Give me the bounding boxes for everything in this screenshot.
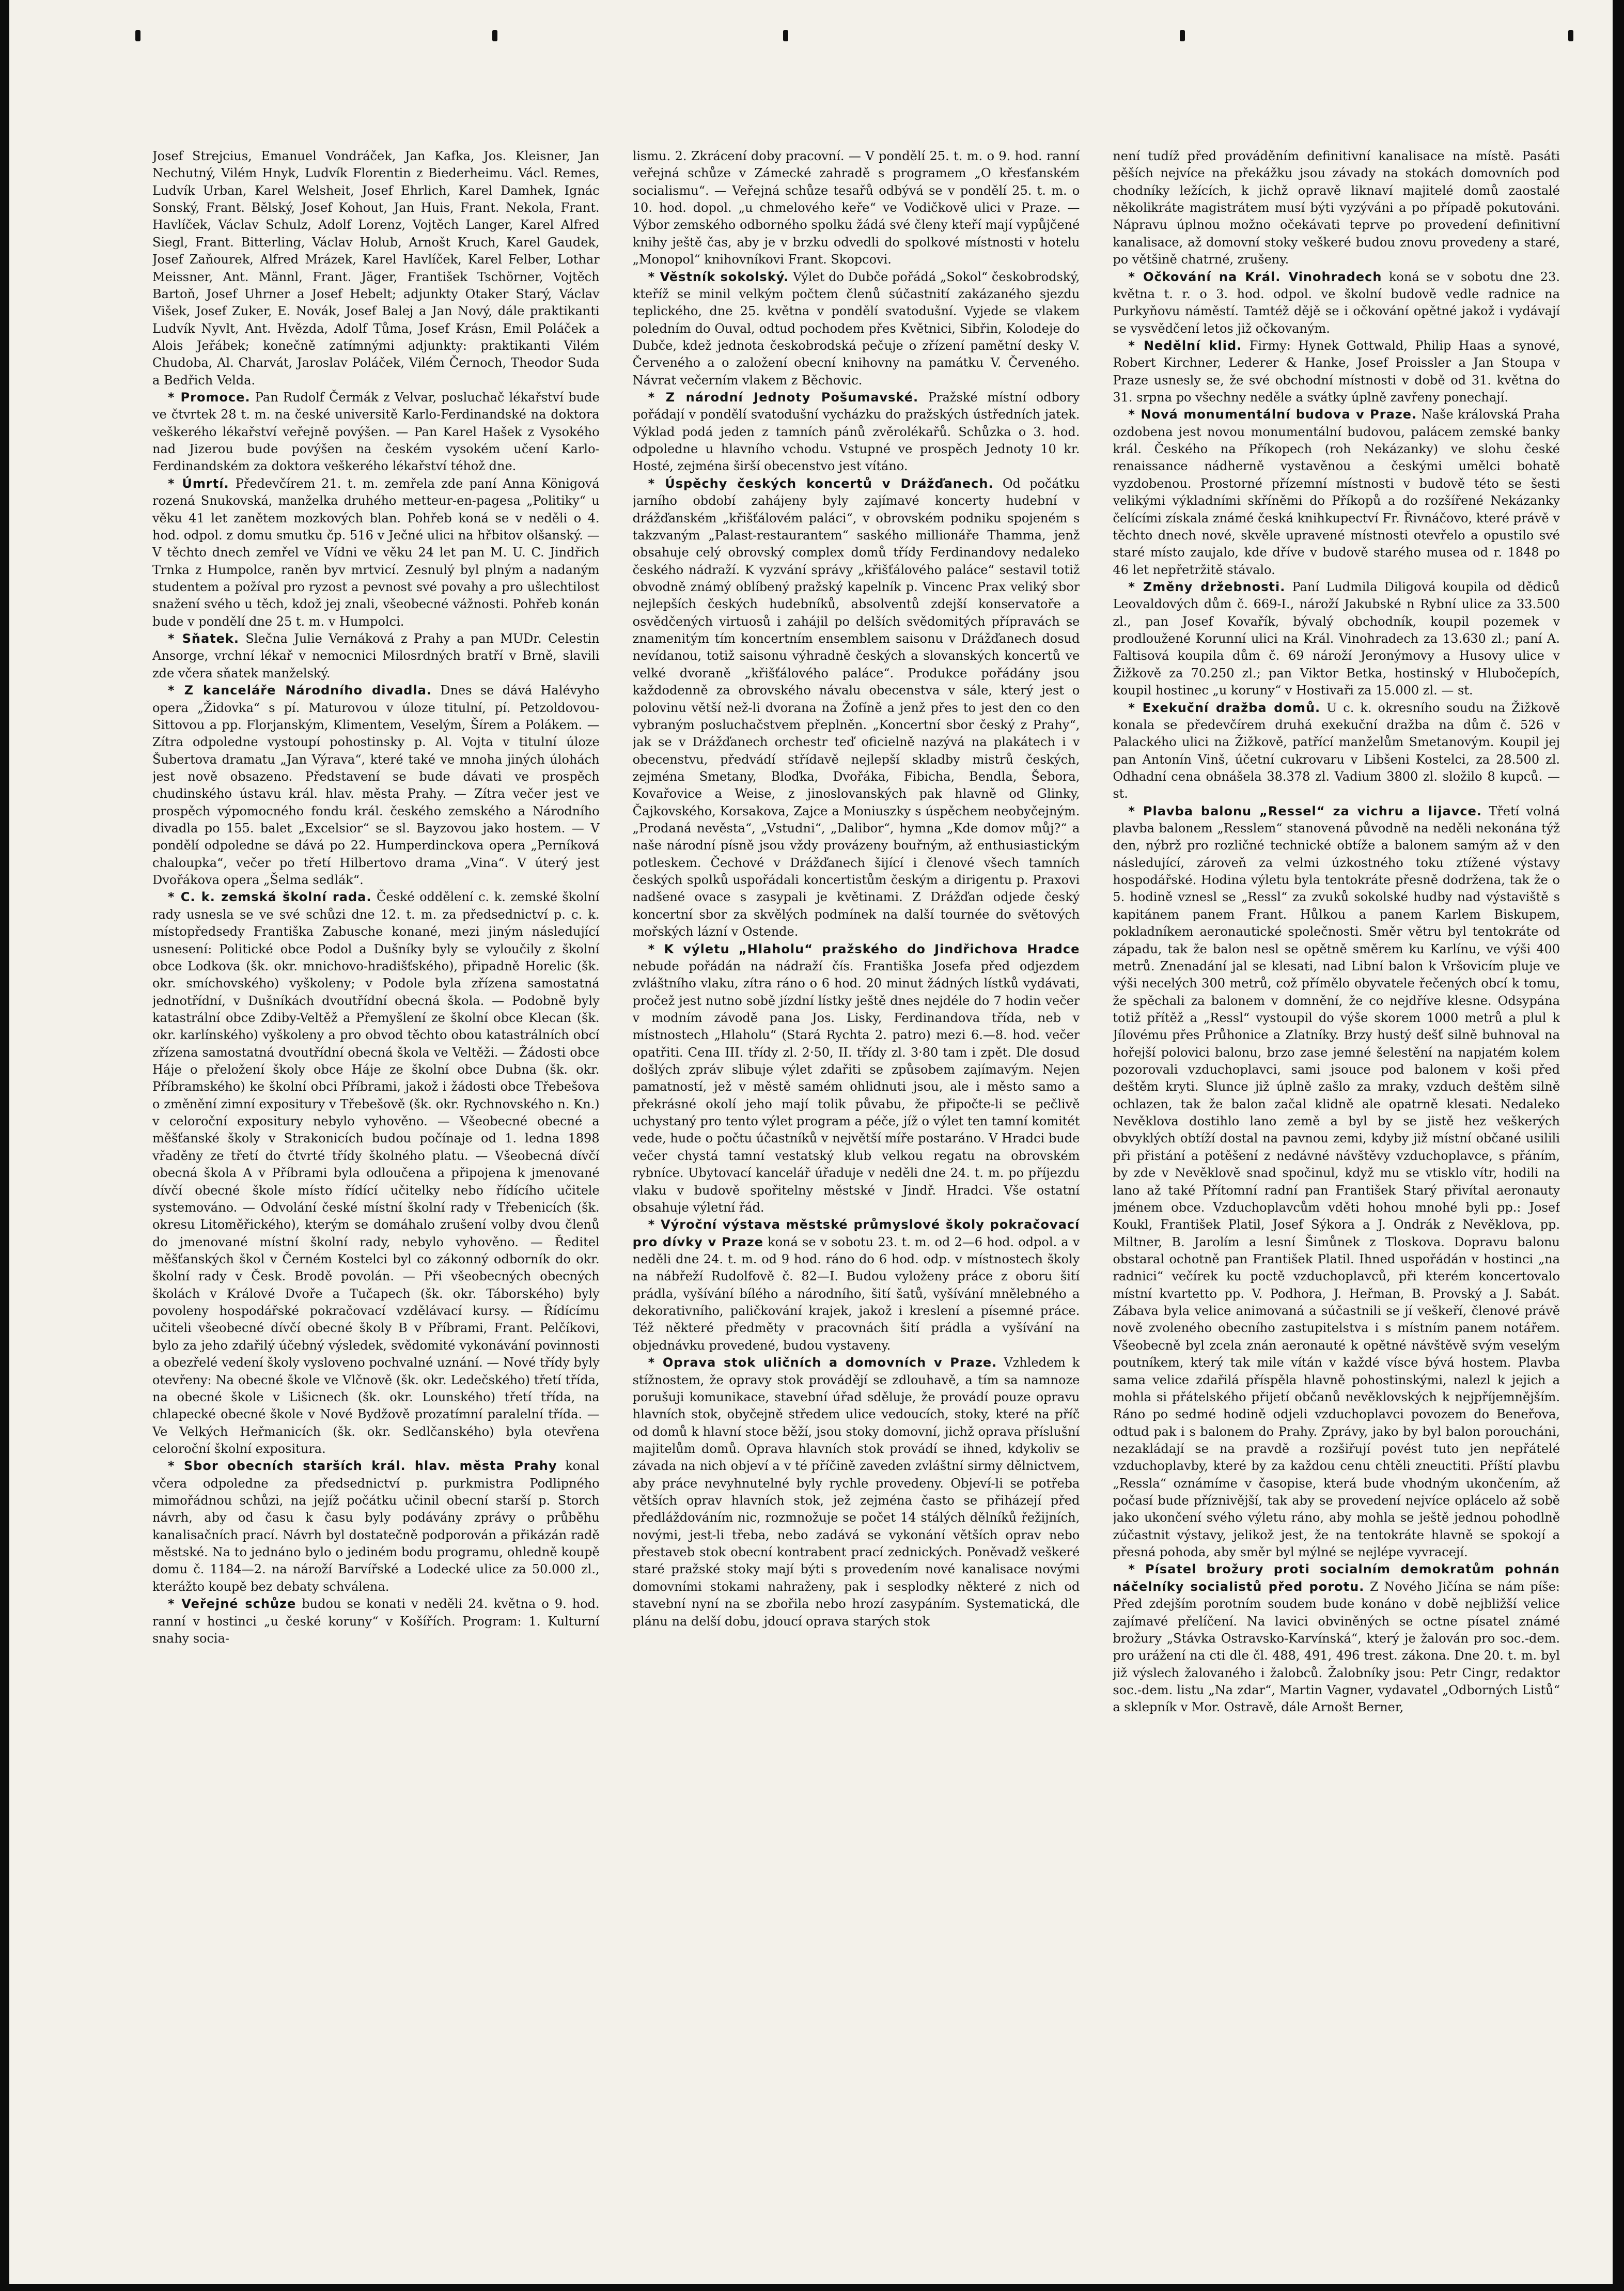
print-mark	[492, 30, 497, 41]
article-paragraph	[633, 1216, 1080, 1354]
article-heading: * Nedělní klid.	[1128, 338, 1242, 353]
article-paragraph	[1113, 579, 1560, 700]
article-text: lismu. 2. Zkrácení doby pracovní. — V pondělí 25. t. m. o 9. hod. ranní veřejná schůze v Zámecké zahradě s programem „O křesťanském socialismu“. — Veřejná schůze tesařů odbývá se v pondělí 25. t. m. o 10. hod. dopol. „u chmelového keře“ ve Vodičkově ulici v Praze. — Výbor zemského odborného spolku žádá své členy kteří mají vypůjčené knihy ještě čas, aby je v brzku odvedli do spolkové místnosti v hotelu „Monopol“ knihovníkovi Frant. Skopcovi.	[632, 149, 1080, 267]
article-text: Pražské místní odbory pořádají v pondělí svatodušní vycházku do pražských ústředních jatek. Výklad podá jeden z tamních pánů zvěrolékařů. Schůzka o 3. hod. odpoledne u hlavního vchodu. Vstupné ve prospěch Jednoty 10 kr. Hosté, zejména širší obecenstvo jest vítáno.	[632, 390, 1080, 474]
article-text: budou se konati v neděli 24. května o 9. hod. ranní v hostinci „u české koruny“ v Košířích. Program: 1. Kulturní snahy socia-	[152, 1597, 600, 1646]
article-heading: * Promoce.	[168, 390, 251, 405]
article-paragraph	[633, 475, 1080, 941]
article-text: Josef Strejcius, Emanuel Vondráček, Jan Kafka, Jos. Kleisner, Jan Nechutný, Vilém Hnyk, Ludvík Florentin z Biederheimu. Václ. Remes, Ludvík Urban, Karel Welsheit, Josef Ehrlich, Karel Damhek, Ignác Sonský, Frant. Bělský, Josef Kohout, Jan Huis, Frant. Nekola, Frant. Havlíček, Václav Schulz, Adolf Lorenz, Vojtěch Langer, Karel Alfred Siegl, Frant. Bitterling, Václav Holub, Arnošt Kruch, Karel Gaudek, Josef Zaňourek, Alfred Mrázek, Karel Havlíček, Karel Felber, Lothar Meissner, Ant. Männl, Frant. Jäger, František Tschörner, Vojtěch Bartoň, Josef Uhrner a Josef Hebelt; adjunkty Otaker Starý, Václav Višek, Josef Zuker, E. Novák, Josef Balej a Jan Nový, dále praktikanti Ludvík Nyvlt, Ant. Hvězda, Adolf Tůma, Josef Krásn, Emil Poláček a Alois Jeřábek; konečně zatímnými adjunkty: praktikanti Vilém Chudoba, Al. Charvát, Jaroslav Poláček, Vilém Černoch, Theodor Suda a Bedřich Velda.	[152, 149, 600, 388]
column-left	[152, 148, 600, 2215]
article-paragraph	[1113, 406, 1560, 579]
print-mark	[135, 30, 140, 41]
article-heading: * Očkování na Král. Vinohradech	[1128, 269, 1382, 284]
article-text: Od počátku jarního období zahájeny byly zajímavé koncerty hudební v drážďanském „křišťálovém paláci“, v obrovském podniku spojeném s takzvaným „Palast-restaurantem“ saského millionáře Thamma, jenž obsahuje celý obrovský complex domů třídy Ferdinandovy nedaleko českého nádraží. K vyzvání správy „křišťálového paláce“ sestavil totiž obvodně známý oblíbený pražský kapelník p. Vincenc Prax veliký sbor nejlepších českých hudebníků, absolventů zdejší konservatoře a osvědčených virtuosů i zahájil po delších svědomitých přípravách se znamenitým tím koncertním ensemblem saisonu v Drážďanech dosud nevídanou, totiž saisonu výhradně českých a slovanských koncertů ve velké dvoraně „křišťálového paláce“. Produkce pořádány jsou každodenně za obrovského návalu obecenstva v sále, který jest o polovinu větší než-li dvorana na Žofíně a jenž přes to jest den co den vybraným posluchačstvem přeplněn. „Koncertní sbor český z Prahy“, jak se v Drážďanech orchestr teď oficielně nazývá na plakátech i v obecenstvu, předvádí střídavě nejlepší skladby mistrů českých, zejména Smetany, Bloďka, Dvořáka, Fibicha, Bendla, Šebora, Kovařovice a Weise, z jinoslovanských pak hlavně od Glinky, Čajkovského, Korsakova, Zajce a Moniuszky s úspěchem neobyčejným. „Prodaná nevěsta“, „Vstudni“, „Dalibor“, hymna „Kde domov můj?“ a naše národní písně jsou vždy provázeny bouřným, až enthusiastickým potleskem. Čechové v Drážďanech šijící i členové všech tamních českých spolků uspořádali koncertistům českým a dirigentu p. Praxovi nadšené ovace s zasypali je květinami. Z Drážďan odjede český koncertní sbor za skvělých podmínek na další tournée do světových mořských lázní v Ostende.	[632, 476, 1080, 939]
article-paragraph	[1113, 1561, 1560, 1716]
article-paragraph	[152, 1596, 600, 1647]
article-text: koná se v sobotu 23. t. m. od 2—6 hod. odpol. a v neděli dne 24. t. m. od 9 hod. ráno do 6 hod. odp. v místnostech školy na nábřeží Rudolfově č. 82—I. Budou vyloženy práce z oboru šití prádla, vyšívání bílého a národního, šití šatů, vyšívání mnělebného a dekorativního, paličkování krajek, jakož i kreslení a písemné práce. Též některé předměty v pracovnách šití prádla a vyšívání na objednávku provedené, budou vystaveny.	[632, 1234, 1080, 1353]
article-heading: * Oprava stok uličních a domovních v Praze.	[648, 1355, 997, 1370]
article-text: Firmy: Hynek Gottwald, Philip Haas a synové, Robert Kirchner, Lederer & Hanke, Josef Proissler a Jan Stoupa v Praze usnesly se, že své obchodní místnosti v době od 31. května do 31. srpna po všechny neděle a svátky úplně zavřeny ponechají.	[1113, 338, 1560, 405]
article-heading: * Plavba balonu „Ressel“ za vichru a lijavce.	[1128, 803, 1482, 818]
article-text: Paní Ludmila Diligová koupila od dědiců Leovaldových dům č. 669-I., nároží Jakubské n Rybní ulice za 33.500 zl., pan Josef Kovařík, bývalý obchodník, koupil pozemek v prodloužené Korunní ulici na Král. Vinohradech za 13.630 zl.; paní A. Faltisová koupila dům č. 69 nároží Jeronýmovy a Husovy ulice v Žižkově za 70.250 zl.; pan Viktor Betka, hostinský v Hlubočepích, koupil hostinec „u koruny“ v Hostivaři za 15.000 zl. — st.	[1113, 579, 1560, 698]
article-text: konal včera odpoledne za předsednictví p. purkmistra Podlipného mimořádnou schůzi, na jejíž počátku učinil obecní starší p. Storch návrh, aby od času k času byly podávány zprávy o průběhu kanalisačních prací. Návrh byl dostatečně podporován a přikázán radě městské. Na to jednáno bylo o jediném bodu programu, ohledně koupě domu č. 1184—2. na nároží Barvířské a Lodecké ulice za 50.000 zl., kterážto koupě bez debaty schválena.	[152, 1459, 600, 1594]
article-paragraph	[633, 941, 1080, 1217]
article-heading: * C. k. zemská školní rada.	[168, 890, 372, 905]
article-heading: * Sňatek.	[168, 631, 240, 646]
article-paragraph	[152, 148, 600, 389]
article-heading: * Sbor obecních starších král. hlav. města Prahy	[168, 1459, 557, 1474]
article-heading: * Písatel brožury proti socialním demokratům pohnán náčelníky socialistů před porotu.	[1113, 1562, 1560, 1594]
article-text: Z Nového Jičína se nám píše: Před zdejším porotním soudem bude konáno v době nejbližší velice zajímavé přelíčení. Na lavici obviněných se octne písatel známé brožury „Stávka Ostravsko-Karvínská“, který je žalován pro soc.-dem. pro urážení na cti dle čl. 488, 491, 496 trest. zákona. Dne 20. t. m. byl již výslech žalovaného i žalobců. Žalobníky jsou: Petr Cingr, redaktor soc.-dem. listu „Na zdar“, Martin Vagner, vydavatel „Odborných Listů“ a sklepník v Mor. Ostravě, dále Arnošt Berner,	[1113, 1579, 1560, 1715]
article-text: Vzhledem k stížnostem, že opravy stok provádějí se zdlouhavě, a tím sa namnoze porušuji komunikace, stavební úřad sděluje, že provádí pouze opravu hlavních stok, obyčejně středem ulice vedoucích, stoky, které na příč od domů k hlavní stoce běží, jsou stoky domovní, jichž oprava příslušní majitelům domů. Oprava hlavních stok provádí se ihned, kdykoliv se závada na nich objeví a v té příčině zaveden zvláštní sirmy dělnictvem, aby práce nevyhnutelné byly rychle provedeny. Objeví-li se potřeba větších oprav hlavních stok, jež zejména často se přiházejí před předláždováním nic, rozmnožuje se počet 14 stálých dělníků řežijních, novými, jest-li třeba, nebo zadává se vykonání větších oprav nebo přestaveb stok obecní kontrabent prací zednických. Poněvadž veškeré staré pražské stoky mají býti s provedením nové kanalisace novými domovními stokami nahraženy, pak i sesplodky některé z nich od stavební nyní na se zbořila nebo hrozí zasypáním. Systematická, dle plánu na delší dobu, jdoucí oprava starých stok	[632, 1355, 1080, 1629]
article-heading: * Nová monumentální budova v Praze.	[1128, 407, 1417, 422]
article-paragraph	[1113, 700, 1560, 803]
article-text: Dnes se dává Halévyho opera „Židovka“ s pí. Maturovou v úloze titulní, pí. Petzoldovou-Sittovou a pp. Florjanským, Klimentem, Veselým, Šírem a Polákem. — Zítra odpoledne vystoupí pohostinsky p. Al. Vojta v titulní úloze Šubertova dramatu „Jan Výrava“, které také ve mnoha jiných úlohách jest nově obsazeno. Představení se bude dávati ve prospěch chudinského ústavu král. hlav. města Prahy. — Zítra večer jest ve prospěch výpomocného fondu král. českého zemského a Národního divadla po 155. balet „Excelsior“ se sl. Bayzovou jako hostem. — V pondělí odpoledne se dává po 22. Humperdinckova opera „Perníková chaloupka“, večer po třetí Hilbertovo drama „Vina“. V úterý jest Dvořákova opera „Šelma sedlák“.	[152, 683, 600, 888]
article-text: Výlet do Dubče pořádá „Sokol“ českobrodský, kteříž se minil velkým počtem členů súčastnití zakázaného sjezdu teplického, dne 25. května v pondělí svatodušní. Vyjede se vlakem poledním do Ouval, odtud pochodem přes Květnici, Sibřin, Kolodeje do Dubče, kdež jednota českobrodská pečuje o zřízení pamětní desky V. Červeného a o založení obecní knihovny na památku V. Červeného. Návrat večerním vlakem z Běchovic.	[632, 269, 1080, 388]
article-paragraph	[1113, 803, 1560, 1561]
article-text: České oddělení c. k. zemské školní rady usnesla se ve své schůzi dne 12. t. m. za předsednictví p. c. k. místopředsedy Františka Zabusche konané, mezi jiným následující usnesení: Politické obce Podol a Dušníky byly se vyloučily z školní obce Lodkova (šk. okr. mnichovo-hradišťského), připadně Horelic (šk. okr. smíchovského) vyškoleny; v Podole byla zřízena samostatná jednotřídní, v Dušníkách dvoutřídní obecná škola. — Podobně byly katastrální obce Zdiby-Veltěž a Přemyšlení ze školní obce Klecan (šk. okr. karlínského) vyškoleny a pro obvod těchto obou katastrálních obcí zřízena samostatná dvoutřídní obecná škola ve Veltěži. — Žádosti obce Háje o přeložení školy obce Háje ze školní obce Dubna (šk. okr. Příbramského) ke školní obci Příbrami, jakož i žádosti obce Třebešova o změnění zimní expositury v Třebešově (šk. okr. Rychnovského n. Kn.) v celoroční expositury nebylo vyhověno. — Všeobecné obecné a měšťanské školy v Strakonicích budou počínaje od 1. ledna 1898 vřaděny ze třetí do čtvrté třídy školného platu. — Všeobecná dívčí obecná škola A v Příbrami byla odloučena a připojena k jmenované dívčí obecné škole místo řídící učitelky nebo řídícího učitele systemováno. — Odvolání české místní školní rady v Třebenicích (šk. okresu Litoměřického), kterým se domáhalo zrušení volby dvou členů do jmenované místní školní rady, nebylo vyhověno. — Ředitel měšťanských škol v Černém Kostelci byl co zákonný odborník do okr. školní rady v Česk. Brodě povolán. — Při všeobecných obecných školách v Králové Dvoře a Tučapech (šk. okr. Táborského) byly povoleny hospodářské pokračovací vzdělávací kursy. — Řídícímu učiteli všeobecné dívčí obecné školy B v Příbrami, Frant. Pelčíkovi, bylo za jeho zdařilý účebný výsledek, svědomité vykonávání povinnosti a obezřelé vedení školy vysloveno pochvalné uznání. — Nové třídy byly otevřeny: Na obecné škole ve Vlčnově (šk. okr. Ledečského) třetí třída, na obecné škole v Lišicnech (šk. okr. Lounského) třetí třída, na chlapecké obecné škole v Nové Bydžově prozatímní paralelní třída. — Ve Velkých Heřmanicích (šk. okr. Sedlčanského) byla otevřena celoroční školní expositura.	[152, 890, 600, 1456]
article-text: U c. k. okresního soudu na Žižkově konala se předevčírem druhá exekuční dražba na dům č. 526 v Palackého ulici na Žižkově, patřící manželům Smetanovým. Koupil jej pan Antonín Vinš, účetní cukrovaru v Libšeni Kostelci, za 28.500 zl. Odhadní cena obnášela 38.378 zl. Vadium 3800 zl. složilo 8 kupců. — st.	[1113, 700, 1560, 801]
print-mark	[783, 30, 788, 41]
article-paragraph	[152, 682, 600, 889]
article-paragraph	[152, 630, 600, 682]
article-text: Třetí volná plavba balonem „Resslem“ stanovená původně na neděli nekonána týž den, nýbrž pro rozličné technické obtíže a balonem samým až v den následující, zároveň za velmi úzkostného toku ztížené výstavy hospodářské. Hodina výletu byla tentokráte přesně dodržena, tak že o 5. hodině vznesl se „Ressl“ za zvuků sokolské hudby nad výstaviště s kapitánem panem Frant. Hůlkou a panem Karlem Biskupem, pokladníkem aeronautické společnosti. Směr větru byl tentokráte od západu, tak že balon nesl se opětně směrem ku Karlínu, ve výši 400 metrů. Znenadání jal se klesati, nad Libní balon k Vršovicím pluje ve výši necelých 300 metrů, což přímělo obyvatele řečených obcí k tomu, že spěchali za balonem v domnění, že co nejdříve klesne. Odsypána totiž přítěž a „Ressl“ vystoupil do výše skorem 1000 metrů a plul k Jílovému přes Průhonice a Zlatníky. Brzy hustý dešť silně buhnoval na hořejší polovici balonu, brzo zase jemné šelestění na napjatém kolem pozorovali vzduchoplavci, sami jsouce pod balonem v koši před deštěm kryti. Slunce již úplně zašlo za mraky, vzduch deštěm silně ochlazen, tak že balon začal klidně ale opatrně klesati. Nedaleko Nevěklova dostihlo lano země a byl by se jistě hez veškerých obvyklých obtíží dostal na pavnou zemi, kdyby již místní občané usilili při přistání a potěšení z nedávné návštěvy vzduchoplavce, s přáním, by zde v Nevěklově snad spočinul, když mu se vtisklo vítr, hodili na lano až také Přítomní radní pan František Starý přivítal aeronauty jménem obce. Vzduchoplavcům vděti hohou mnohé byli pp.: Josef Koukl, František Platil, Josef Sýkora a J. Ondrák z Nevěklova, pp. Miltner, B. Jarolím a lesní Šimůnek z Tloskova. Dopravu balonu obstaral ochotně pan František Platil. Ihned uspořádán v hostinci „na radnici“ večírek ku poctě vzduchoplavců, při kterém koncertovalo místní kvartetto pp. V. Podhora, J. Heřman, B. Provský a J. Sabát. Zábava byla velice animovaná a súčastnili se jí veškeří, členové právě nově zvoleného obecního zastupitelstva i s místním panem notářem. Všeobecně byl zcela znán aeronauté k opětné návštěvě svým veselým poutníkem, který tak mile vítán v každé vísce bývá hostem. Plavba sama velice zdařilá příspěla hlavně pohostinskými, nalezl k jejich a mohla si přátelského přijetí občanů nevěklovských k nejpříjemnějším. Ráno po sedmé hodině odjeli vzduchoplavci povozem do Beneřova, odtud pak i s balonem do Prahy. Zprávy, jako by byl balon poroucháni, nezakládají se na pravdě a rozšiřují povést tuto jen nepřátelé vzduchoplavby, které by za každou cenu chtěli zneuctiti. Příští plavbu „Ressla“ oznámíme v časopise, která bude vhodným ukončením, až počasí bude příznivější, tak aby se provedení nejvíce oplácelo až sobě jako ukončení svého výletu ráno, aby mohla se ještě jednou pohodlně zúčastnit výstavy, jelikož jest, že na tentokráte hlavně se spokojí a přesná pohoda, aby směr byl mýlné se nejlépe vyvracejí.	[1113, 803, 1560, 1560]
article-paragraph	[633, 269, 1080, 390]
article-paragraph	[633, 148, 1080, 269]
article-paragraph	[1113, 148, 1560, 269]
column-right	[1113, 148, 1560, 2215]
print-mark	[1180, 30, 1185, 41]
article-heading: * Věstník sokolský.	[648, 269, 789, 284]
article-heading: * Úspěchy českých koncertů v Drážďanech.	[648, 476, 994, 491]
article-heading: * Z národní Jednoty Pošumavské.	[648, 390, 919, 405]
article-heading: * Veřejné schůze	[168, 1597, 296, 1612]
article-text: nebude pořádán na nádraží čís. Františka Josefa před odjezdem zvláštního vlaku, zítra ráno o 6 hod. 20 minut žádných lístků vydávati, pročež jest nutno sobě jízdní lístky ještě dnes nejdéle do 7 hodin večer v modním závodě pana Jos. Lisky, Ferdinandova třída, neb v místnostech „Hlaholu“ (Stará Rychta 2. patro) mezi 6.—8. hod. večer opatřiti. Cena III. třídy zl. 2·50, II. třídy zl. 3·80 tam i zpět. Dle dosud došlých zpráv slibuje výlet zdařiti se způsobem zajímavým. Nejen pamatností, jež v městě samém ohlidnuti jsou, ale i město samo a překrásné okolí jeho mají tolik půvabu, že připočte-li se pečlivě uchystaný pro tento výlet program a péče, jíž o výlet ten tamní komitét vede, hude o počtu účastníků v největší míře postaráno. V Hradci bude večer chystá tamní vestatský klub velkou regatu na obrovském rybníce. Ubytovací kancelář úřaduje v neděli dne 24. t. m. po příjezdu vlaku v budově spořitelny městské v Jindř. Hradci. Vše ostatní obsahuje výletní řád.	[632, 958, 1080, 1215]
article-paragraph	[152, 475, 600, 630]
article-text: není tudíž před prováděním definitivní kanalisace na místě. Pasáti pěších nejvíce na překážku jsou závady na stokách domovních pod chodníky ležících, k jichž opravě liknaví majitelé domů zaostalé několikráte magistrátem musí býti vyzýváni a po případě pokutováni. Nápravu úplnou možno očekávati teprve po provedení definitivní kanalisace, až domovní stoky veškeré budou znovu provedeny a staré, po většině chatrné, zrušeny.	[1113, 149, 1560, 267]
article-heading: * K výletu „Hlaholu“ pražského do Jindřichova Hradce	[648, 941, 1080, 956]
article-text: Pan Rudolf Čermák z Velvar, posluchač lékařství bude ve čtvrtek 28 t. m. na české universitě Karlo-Ferdinandské na doktora veškerého lékařství veřejně povýšen. — Pan Karel Hašek z Vysokého nad Jizerou bude povýšen na českém vysokém učení Karlo-Ferdinandském za doktora veškerého lékařství téhož dne.	[152, 390, 600, 474]
article-text: Naše královská Praha ozdobena jest novou monumentální budovou, palácem zemské banky král. Českého na Příkopech (roh Nekázanky) ve slohu české renaissance nádherně vystavěnou a českými umělci bohatě vyzdobenou. Prostorné přízemní místnosti v budově této se šesti velikými výkladními skříněmi do Příkopů a do rozšířené Nekázanky čelícími získala známé česká knihkupectví Fr. Řivnáčovo, které právě v těchto dnech nové, skvěle upravené místnosti otevřelo a opustilo své staré místo zaujalo, kde dříve v budově starého musea od r. 1848 po 46 let nepřetržitě stávalo.	[1113, 407, 1560, 577]
article-heading: * Exekuční dražba domů.	[1128, 700, 1321, 715]
article-text: koná se v sobotu dne 23. května t. r. o 3. hod. odpol. ve školní budově vedle radnice na Purkyňovu náměstí. Tamtéž dějě se i očkování opětné jakož i vydávají se vysvědčení letos již očkovaným.	[1113, 269, 1560, 336]
article-paragraph	[633, 1354, 1080, 1630]
article-text: Předevčírem 21. t. m. zemřela zde paní Anna Königová rozená Snukovská, manželka druhého metteur-en-pagesa „Politiky“ u věku 41 let zanětem mozkových blan. Pohřeb koná se v neděli o 4. hod. odpol. z domu smutku čp. 516 v Ječné ulici na hřbitov olšanský. — V těchto dnech zemřel ve Vídni ve věku 24 let pan M. U. C. Jindřich Trnka z Humpolce, raněn byv mrtvicí. Zesnulý byl plným a nadaným studentem a požíval pro ryzost a pevnost své povahy a pro ušlechtilost snažení svého u těch, kdož jej znali, všeobecné vážnosti. Pohřeb konán bude v pondělí dne 25 t. m. v Humpolci.	[152, 476, 600, 629]
newspaper-columns	[152, 148, 1560, 2215]
article-text: Slečna Julie Vernáková z Prahy a pan MUDr. Celestin Ansorge, vrchní lékař v nemocnici Milosrdných bratří v Brně, slavili zde včera sňatek manželský.	[152, 631, 600, 680]
print-mark	[1568, 30, 1573, 41]
article-heading: * Změny držebnosti.	[1128, 579, 1286, 594]
article-heading: * Úmrtí.	[168, 476, 229, 491]
article-paragraph	[633, 389, 1080, 475]
article-paragraph	[152, 889, 600, 1458]
article-paragraph	[152, 389, 600, 475]
article-paragraph	[1113, 269, 1560, 337]
column-middle	[633, 148, 1080, 2215]
article-heading: * Z kanceláře Národního divadla.	[168, 683, 432, 698]
article-paragraph	[1113, 337, 1560, 406]
article-paragraph	[152, 1458, 600, 1596]
article-heading: * Výroční výstava městské průmyslové školy pokračovací pro dívky v Praze	[632, 1217, 1080, 1249]
